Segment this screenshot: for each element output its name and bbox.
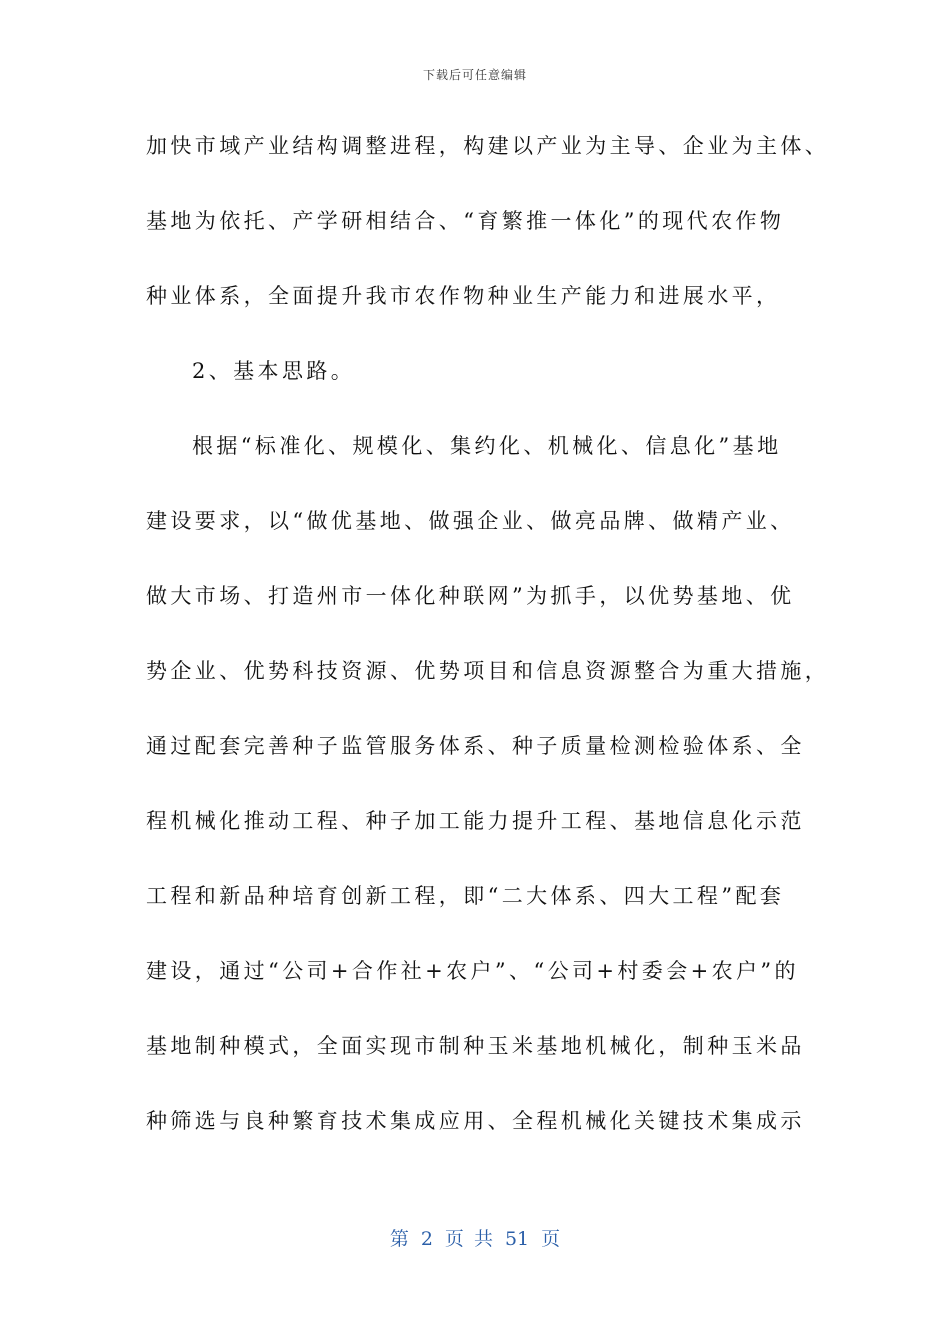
text-line: 种筛选与良种繁育技术集成应用、全程机械化关键技术集成示 (146, 1109, 805, 1133)
text-line: 建设要求，以“做优基地、做强企业、做亮品牌、做精产业、 (146, 509, 795, 533)
text-line: 势企业、优势科技资源、优势项目和信息资源整合为重大措施， (146, 659, 830, 683)
text-line: 通过配套完善种子监管服务体系、种子质量检测检验体系、全 (146, 734, 805, 758)
text-line: 基地为依托、产学研相结合、“育繁推一体化”的现代农作物 (146, 209, 785, 233)
text-line: 程机械化推动工程、种子加工能力提升工程、基地信息化示范 (146, 809, 805, 833)
footer-prefix: 第 (389, 1228, 409, 1250)
text-line: 加快市域产业结构调整进程，构建以产业为主导、企业为主体、 (146, 134, 830, 158)
page-footer (0, 1224, 950, 1251)
footer-middle: 页 共 (444, 1228, 493, 1250)
text-line: 基地制种模式，全面实现市制种玉米基地机械化，制种玉米品 (146, 1034, 805, 1058)
text-line: 做大市场、打造州市一体化种联网”为抓手，以优势基地、优 (146, 584, 795, 608)
text-line: 根据“标准化、规模化、集约化、机械化、信息化”基地 (192, 434, 782, 458)
footer-suffix: 页 (541, 1228, 561, 1250)
header-note: 下载后可任意编辑 (422, 68, 527, 82)
section-heading: 2、基本思路。 (192, 359, 356, 383)
text-line: 工程和新品种培育创新工程，即“二大体系、四大工程”配套 (146, 884, 785, 908)
text-line: 种业体系，全面提升我市农作物种业生产能力和进展水平， (146, 284, 781, 308)
text-line: 建设，通过“公司+合作社+农户”、“公司+村委会+农户”的 (146, 959, 799, 983)
document-body (146, 124, 830, 1174)
current-page-number: 2 (420, 1228, 433, 1250)
total-pages-number: 51 (504, 1228, 530, 1250)
